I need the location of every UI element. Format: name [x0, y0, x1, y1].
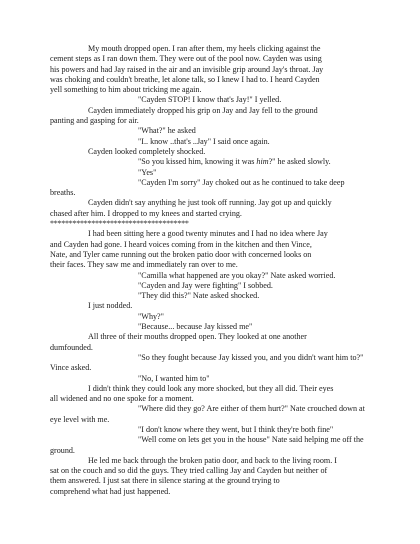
text-line: "So you kissed him, knowing it was him?" he asked slowly.: [138, 157, 331, 167]
text-line: his powers and had Jay raised in the air and an invisible grip around Jay's throat. Jay: [50, 64, 324, 74]
text-line: All three of their mouths dropped open. They looked at one another: [88, 332, 307, 342]
text-line: "Because... because Jay kissed me": [138, 322, 253, 332]
text-line: Cayden looked completely shocked.: [88, 146, 206, 156]
text-line: I just nodded.: [88, 301, 133, 311]
text-line: and Cayden had gone. I heard voices coming from in the kitchen and then Vince,: [50, 239, 312, 249]
text-line: ground.: [50, 445, 75, 455]
text-line: was choking and couldn't breathe, let alone talk, so I knew I had to. I heard Cayden: [50, 74, 320, 84]
text-line: dumfounded.: [50, 342, 93, 352]
text-line: Vince asked.: [50, 363, 92, 373]
text-line: I didn't think they could look any more shocked, but they all did. Their eyes: [88, 383, 334, 393]
text-line: them answered. I just sat there in silence staring at the ground trying to: [50, 476, 280, 486]
text-line: "I.. know ..that's ..Jay" I said once again.: [138, 136, 270, 146]
text-line: panting and gasping for air.: [50, 116, 139, 126]
text-line: "Yes": [138, 167, 157, 177]
text-line: I had been sitting here a good twenty minutes and I had no idea where Jay: [88, 229, 328, 239]
text-line: comprehend what had just happened.: [50, 486, 171, 496]
text-line: yell something to him about tricking me again.: [50, 85, 202, 95]
text-line: Cayden didn't say anything he just took off running. Jay got up and quickly: [88, 198, 332, 208]
text-line: "Cayden and Jay were fighting" I sobbed.: [138, 280, 273, 290]
text-line: cement steps as I ran down them. They were out of the pool now. Cayden was using: [50, 54, 322, 64]
text-line: chased after him. I dropped to my knees and started crying.: [50, 208, 242, 218]
text-line: "Well come on lets get you in the house" Nate said helping me off the: [138, 435, 364, 445]
section-separator: *************************************: [50, 219, 189, 229]
text-line: My mouth dropped open. I ran after them, my heels clicking against the: [88, 44, 321, 53]
text-line: their faces. They saw me and immediately ran over to me.: [50, 260, 238, 270]
text-line: "Cayden STOP! I know that's Jay!" I yelled.: [138, 95, 282, 105]
text-line: Nate, and Tyler came running out the broken patio door with concerned looks on: [50, 249, 312, 259]
text-line: all widened and no one spoke for a moment.: [50, 394, 194, 404]
text-line: "So they fought because Jay kissed you, and you didn't want him to?": [138, 352, 364, 362]
text-line: Cayden immediately dropped his grip on Jay and Jay fell to the ground: [88, 105, 318, 115]
text-line: "Camilla what happened are you okay?" Nate asked worried.: [138, 270, 336, 280]
text-line: "Cayden I'm sorry" Jay choked out as he continued to take deep: [138, 177, 345, 187]
text-line: "They did this?" Nate asked shocked.: [138, 291, 260, 301]
text-line: sat on the couch and so did the guys. They tried calling Jay and Cayden but neither of: [50, 466, 328, 476]
text-line: He led me back through the broken patio door, and back to the living room. I: [88, 455, 337, 465]
text-line: "I don't know where they went, but I think they're both fine": [138, 424, 334, 434]
text-line: "What?" he asked: [138, 126, 196, 136]
text-line: "Why?": [138, 311, 164, 321]
text-line: eye level with me.: [50, 414, 110, 424]
text-line: breaths.: [50, 188, 76, 198]
text-line: "Where did they go? Are either of them hurt?" Nate crouched down at: [138, 404, 365, 414]
text-line: "No, I wanted him to": [138, 373, 210, 383]
